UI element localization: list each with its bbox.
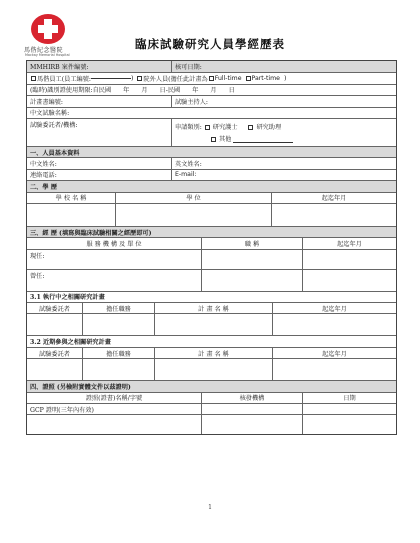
col-license-name: 證照(證書)名稱/字號 — [85, 395, 143, 403]
license-issuer-input[interactable] — [201, 415, 302, 434]
former-period-input[interactable] — [302, 270, 396, 291]
temp-id-row — [27, 84, 396, 95]
plan-no-field[interactable]: 計畫書編號: — [30, 98, 64, 106]
other-category-input[interactable] — [233, 142, 293, 143]
col-job-title: 職 稱 — [201, 238, 302, 248]
col-role: 擔任職務 — [82, 303, 154, 313]
sponsor-row — [27, 118, 396, 146]
section3-heading: 三、經 歷 (填寫與臨床試驗相關之經歷即可) — [30, 229, 152, 237]
category-field: 申請類別: 研究護士 研究助理 其他 — [171, 119, 396, 146]
section31-heading: 3.1 執行中之相關研究計畫 — [30, 294, 105, 302]
recent-plan-row — [27, 358, 396, 380]
hospital-staff-checkbox[interactable] — [31, 76, 36, 81]
section2-heading: 二、學 歷 — [30, 183, 57, 191]
gcp-date-input[interactable] — [302, 404, 396, 414]
section32-heading: 3.2 近期參與之相關研究計畫 — [30, 339, 111, 347]
pi-field[interactable]: 試驗主持人: — [171, 96, 396, 106]
cv-form — [26, 60, 397, 435]
recent-plan-name-input[interactable] — [154, 359, 272, 380]
ongoing-plan-row — [27, 313, 396, 335]
ongoing-plan-name-input[interactable] — [154, 314, 272, 335]
chinese-name-field[interactable]: 中文姓名: — [30, 161, 57, 169]
plan-row — [27, 95, 396, 106]
col-plan-period: 起迄年月 — [272, 303, 396, 313]
col-license-date: 日期 — [302, 393, 396, 403]
col-role: 擔任職務 — [82, 348, 154, 358]
section3-header-row — [27, 237, 396, 248]
trial-name-field[interactable]: 中文試驗名稱: — [30, 110, 70, 118]
external-staff-checkbox[interactable] — [137, 76, 142, 81]
former-title-input[interactable] — [201, 270, 302, 291]
sponsor-field[interactable]: 試驗委託者/機構: — [30, 122, 78, 130]
logo-name-en: Mackay Memorial Hospital — [25, 53, 70, 57]
english-name-field[interactable]: 英文姓名: — [171, 158, 396, 168]
research-assistant-checkbox[interactable] — [248, 125, 253, 130]
page-title: 臨床試驗研究人員學經歷表 — [135, 37, 285, 51]
col-period: 起迄年月 — [271, 193, 396, 203]
ongoing-role-input[interactable] — [82, 314, 154, 335]
irb-row — [27, 61, 396, 72]
temp-id-period-field[interactable]: (臨時)識別證使用期限:自民國 年 月 日-民國 年 月 日 — [30, 87, 235, 95]
logo-name-zh: 馬偕紀念醫院 — [24, 47, 64, 54]
section2-heading-row — [27, 180, 396, 191]
degree-input[interactable] — [115, 204, 271, 226]
education-period-input[interactable] — [271, 204, 396, 226]
license-entry-row — [27, 414, 396, 434]
license-date-input[interactable] — [302, 415, 396, 434]
page-number: 1 — [208, 504, 212, 511]
col-sponsor: 試驗委託者 — [39, 350, 70, 358]
current-title-input[interactable] — [201, 250, 302, 269]
col-experience-period: 起迄年月 — [302, 238, 396, 248]
current-period-input[interactable] — [302, 250, 396, 269]
irb-case-no-field[interactable]: MMHIRB 案件編號: — [27, 61, 171, 72]
section2-header-row — [27, 192, 396, 203]
col-degree: 學 位 — [115, 193, 271, 203]
education-entry-row — [27, 203, 396, 226]
section31-header-row — [27, 302, 396, 313]
recent-sponsor-input[interactable] — [27, 359, 82, 380]
approval-date-field[interactable]: 核可日期: — [171, 61, 396, 72]
part-time-checkbox[interactable] — [246, 76, 251, 81]
research-nurse-checkbox[interactable] — [205, 125, 210, 130]
section32-heading-row — [27, 335, 396, 346]
contact-row — [27, 169, 396, 180]
ongoing-sponsor-input[interactable] — [27, 314, 82, 335]
section31-heading-row — [27, 291, 396, 302]
recent-role-input[interactable] — [82, 359, 154, 380]
current-position-input[interactable]: 現任: — [30, 253, 45, 261]
email-field[interactable]: E-mail: — [171, 170, 396, 180]
col-school-name: 學 校 名 稱 — [55, 195, 87, 203]
section1-heading: 一、人員基本資料 — [30, 149, 80, 157]
col-plan-name: 計 畫 名 稱 — [154, 348, 272, 358]
col-plan-period: 起迄年月 — [272, 348, 396, 358]
name-row — [27, 157, 396, 168]
section4-heading-row — [27, 380, 396, 391]
school-name-input[interactable] — [27, 204, 115, 226]
former-position-input[interactable]: 曾任: — [30, 273, 45, 281]
staff-type-row — [27, 72, 396, 83]
ongoing-period-input[interactable] — [272, 314, 396, 335]
other-category-checkbox[interactable] — [211, 137, 216, 142]
section4-heading: 四、證照 (另檢附實體文件以茲證明) — [30, 383, 131, 391]
gcp-issuer-input[interactable] — [201, 404, 302, 414]
former-position-row — [27, 269, 396, 291]
section4-header-row — [27, 392, 396, 403]
phone-field[interactable]: 連絡電話: — [30, 172, 57, 180]
col-issuer: 核發機構 — [201, 393, 302, 403]
full-time-checkbox[interactable] — [209, 76, 214, 81]
trial-name-row — [27, 107, 396, 118]
staff-type-field: 馬偕員工(員工編號: ) 院外人員(擔任此計畫為 Full-time Part-time ) — [27, 73, 396, 83]
section32-header-row — [27, 347, 396, 358]
gcp-row — [27, 403, 396, 414]
section1-heading-row — [27, 146, 396, 157]
license-name-input[interactable] — [27, 415, 201, 434]
col-organization: 服 務 機 構 及 單 位 — [86, 241, 142, 248]
gcp-license-input[interactable]: GCP 證明(三年內有效) — [30, 406, 94, 414]
section3-heading-row — [27, 226, 396, 237]
current-position-row — [27, 249, 396, 269]
col-plan-name: 計 畫 名 稱 — [154, 303, 272, 313]
recent-period-input[interactable] — [272, 359, 396, 380]
col-sponsor: 試驗委託者 — [39, 305, 70, 313]
employee-id-input[interactable] — [91, 78, 131, 79]
